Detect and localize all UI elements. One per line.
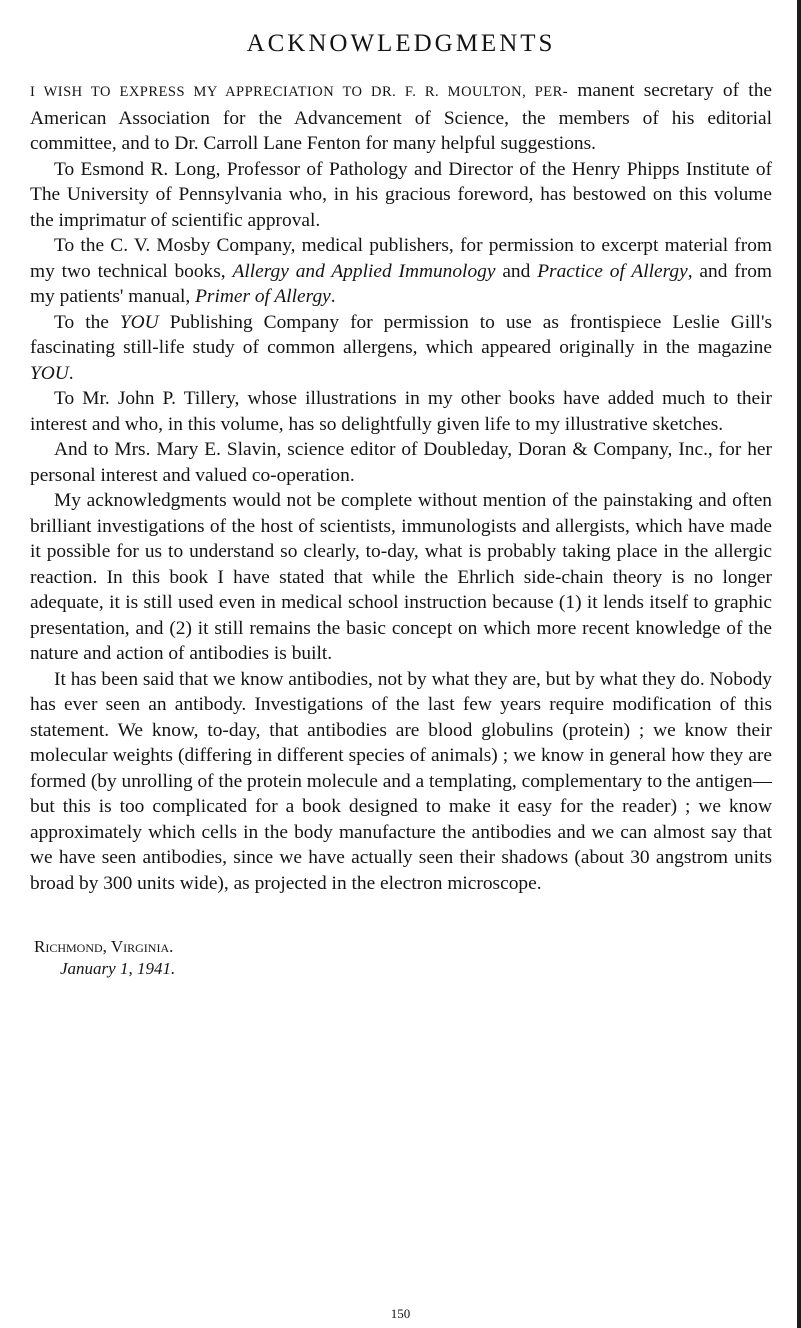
magazine-title: YOU	[30, 362, 69, 384]
magazine-title: YOU	[119, 311, 159, 333]
text-run: and	[495, 260, 538, 282]
paragraph-1-rest: manent secretary of the American Association for the Advancement of Science, the members of his editorial committee, and to Dr. Carroll Lane Fenton for many helpful suggestions.	[30, 80, 772, 154]
book-title: Allergy and Applied Immunology	[232, 260, 496, 282]
paragraph-5: To Mr. John P. Tillery, whose illustrations in my other books have added much to their interest and who, in this volume, has so delightfully given life to my illustrative sketches.	[30, 388, 772, 435]
text-run: Publishing Company for permission to use as frontispiece Leslie Gill's fascinating still-life study of common allergens, which appeared originally in the magazine	[30, 311, 772, 358]
page-number: 150	[390, 1306, 411, 1321]
text-run: , and from my patients' manual,	[30, 260, 772, 307]
text-run: .	[330, 286, 336, 307]
signature-date: January 1, 1941.	[60, 959, 176, 978]
signature-block	[30, 936, 772, 980]
document-page	[30, 28, 772, 980]
text-run: To the C. V. Mosby Company, medical publishers, for permission to excerpt material from my two technical books,	[30, 235, 772, 282]
signature-place: Richmond, Virginia.	[34, 937, 174, 956]
page-edge-border	[797, 0, 801, 1328]
paragraph-2: To Esmond R. Long, Professor of Pathology and Director of the Henry Phipps Institute of The University of Pennsylvania who, in his gracious foreword, has bestowed on this volume the imprimatur of scientific approval.	[30, 158, 772, 231]
paragraph-4	[30, 310, 772, 387]
text-run: .	[68, 362, 74, 384]
book-title: Primer of Allergy	[195, 286, 331, 307]
acknowledgments-body	[30, 78, 772, 896]
signature-date-wrap	[34, 958, 772, 980]
page-title: ACKNOWLEDGMENTS	[246, 30, 556, 57]
opening-caps: I WISH TO EXPRESS MY APPRECIATION TO DR. F. R. MOULTON, PER-	[30, 84, 569, 100]
paragraph-7: My acknowledgments would not be complete without mention of the painstaking and often brilliant investigations of the host of scientists, immunologists and allergists, which have made it possible for us to understand so clearly, to-day, what is probably taking place in the allergic reaction. In this book I have stated that while the Ehrlich side-chain theory is no longer adequate, it is still used even in medical school instruction because (1) it lends itself to graphic presentation, and (2) it still remains the basic concept on which more recent knowledge of the nature and action of antibodies is built.	[30, 490, 772, 664]
paragraph-6: And to Mrs. Mary E. Slavin, science editor of Doubleday, Doran & Company, Inc., for her personal interest and valued co-operation.	[30, 439, 772, 486]
text-run: To the	[54, 311, 120, 333]
paragraph-1	[30, 78, 772, 157]
book-title: Practice of Allergy	[537, 260, 688, 282]
paragraph-8: It has been said that we know antibodies, not by what they are, but by what they do. Nobody has ever seen an antibody. Investigations of the last few years require modification of this statement. We know, to-day, that antibodies are blood globulins (protein) ; we know their molecular weights (differing in different species of animals) ; we know in general how they are formed (by unrolling of the protein molecule and a templating, complementary to the antigen—but this is too complicated for a book designed to make it easy for the reader) ; we know approximately which cells in the body manufacture the antibodies and we can almost say that we have seen antibodies, since we have actually seen their shadows (about 30 angstrom units broad by 300 units wide), as projected in the electron microscope.	[30, 668, 773, 894]
paragraph-3	[30, 233, 772, 310]
